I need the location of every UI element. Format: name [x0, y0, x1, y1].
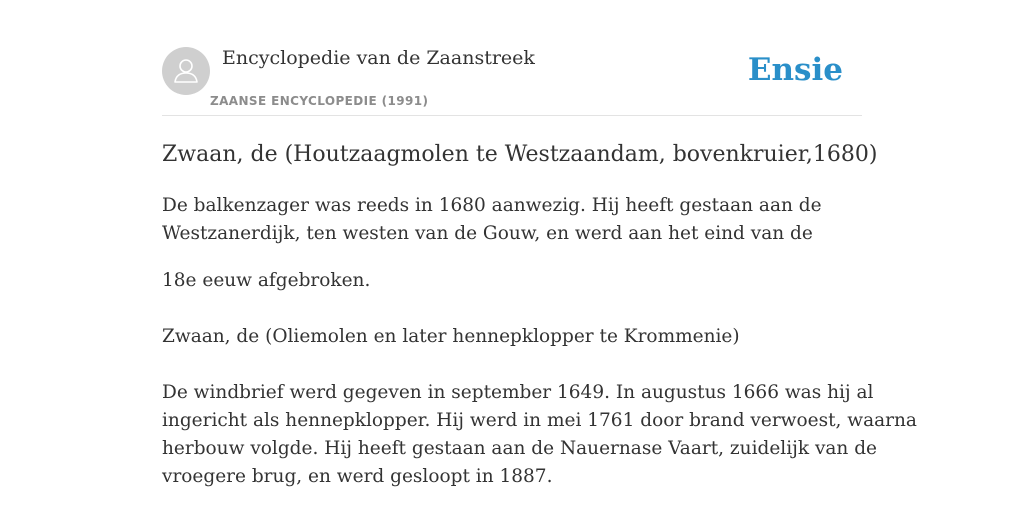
header-divider — [162, 115, 862, 116]
paragraph-line: Westzanerdijk, ten westen van de Gouw, en werd aan het eind van de — [162, 223, 813, 244]
source-avatar[interactable] — [162, 47, 210, 95]
article-paragraph-3 — [162, 379, 917, 491]
paragraph-line: De windbrief werd gegeven in september 1649. In augustus 1666 was hij al — [162, 382, 874, 403]
user-icon — [171, 56, 201, 86]
paragraph-line: De balkenzager was reeds in 1680 aanwezig. Hij heeft gestaan aan de — [162, 195, 822, 216]
article-title: Zwaan, de (Houtzaagmolen te Westzaandam, bovenkruier,1680) — [162, 142, 878, 167]
paragraph-line: ingericht als hennepklopper. Hij werd in mei 1761 door brand verwoest, waarna — [162, 410, 917, 431]
article-paragraph-1 — [162, 192, 862, 248]
source-title[interactable]: Encyclopedie van de Zaanstreek — [222, 47, 535, 69]
paragraph-line: herbouw volgde. Hij heeft gestaan aan de Nauernase Vaart, zuidelijk van de — [162, 438, 878, 459]
source-subtitle: ZAANSE ENCYCLOPEDIE (1991) — [210, 94, 429, 108]
article-subheading: Zwaan, de (Oliemolen en later hennepklopper te Krommenie) — [162, 326, 740, 347]
ensie-logo[interactable]: Ensie — [747, 52, 843, 88]
paragraph-line: vroegere brug, en werd gesloopt in 1887. — [162, 466, 553, 487]
article-paragraph-2: 18e eeuw afgebroken. — [162, 270, 371, 291]
